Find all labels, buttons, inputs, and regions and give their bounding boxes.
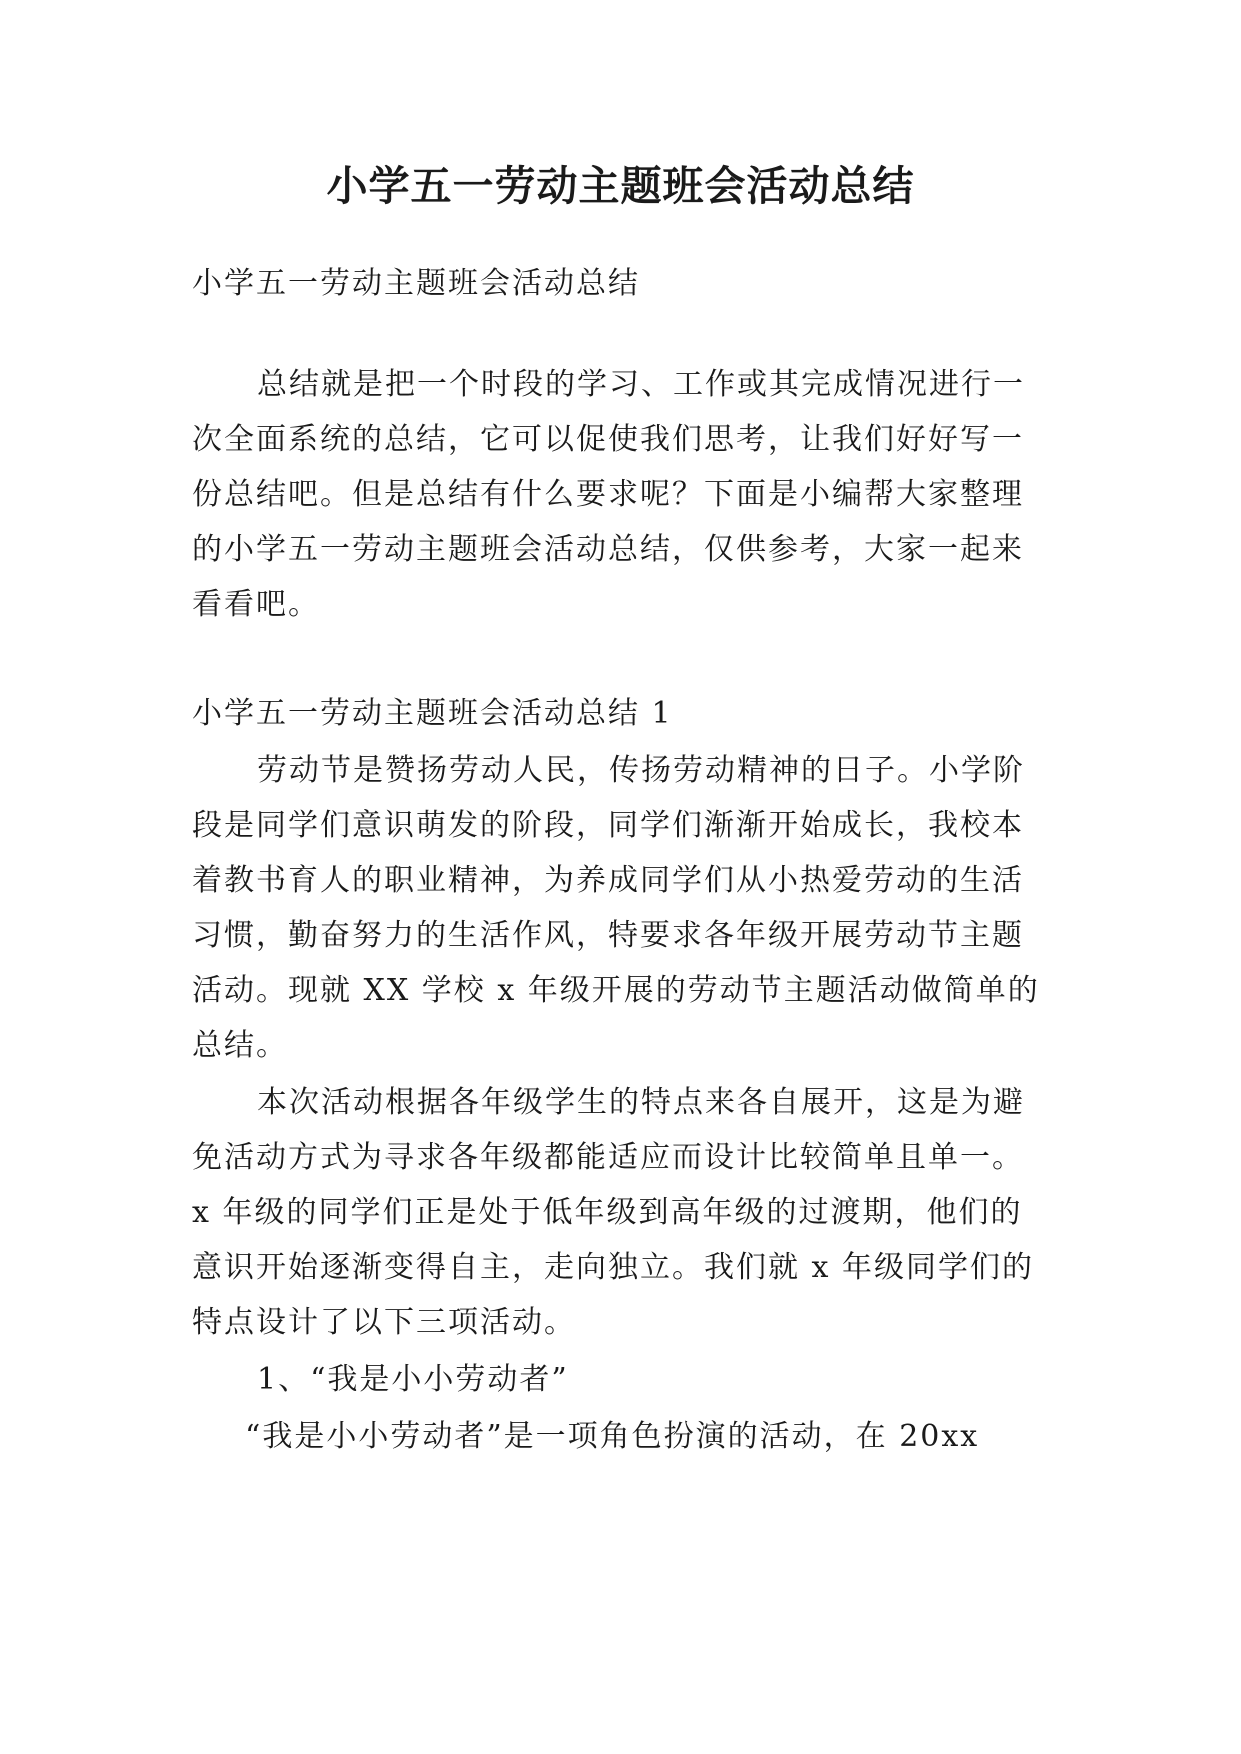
paragraph-line: 免活动方式为寻求各年级都能适应而设计比较简单且单一。 <box>192 1140 1024 1175</box>
paragraph-line: 本次活动根据各年级学生的特点来各自展开，这是为避 <box>257 1085 1025 1120</box>
document-title: 小学五一劳动主题班会活动总结 <box>326 162 915 210</box>
section-heading: 小学五一劳动主题班会活动总结 1 <box>192 696 673 731</box>
paragraph-line: 活动。现就 XX 学校 x 年级开展的劳动节主题活动做简单的 <box>192 973 1040 1008</box>
intro-line: 看看吧。 <box>192 587 320 622</box>
paragraph-line: 着教书育人的职业精神，为养成同学们从小热爱劳动的生活 <box>192 863 1024 898</box>
paragraph-line: 习惯，勤奋努力的生活作风，特要求各年级开展劳动节主题 <box>192 918 1024 953</box>
intro-line: 份总结吧。但是总结有什么要求呢？下面是小编帮大家整理 <box>192 477 1024 512</box>
intro-line: 总结就是把一个时段的学习、工作或其完成情况进行一 <box>257 367 1025 402</box>
paragraph-line: “我是小小劳动者”是一项角色扮演的活动，在 20xx <box>245 1419 980 1454</box>
paragraph-line: 劳动节是赞扬劳动人民，传扬劳动精神的日子。小学阶 <box>257 753 1025 788</box>
paragraph-line: 段是同学们意识萌发的阶段，同学们渐渐开始成长，我校本 <box>192 808 1024 843</box>
document-subtitle: 小学五一劳动主题班会活动总结 <box>192 266 640 301</box>
paragraph-line: 特点设计了以下三项活动。 <box>192 1305 576 1340</box>
paragraph-line: 意识开始逐渐变得自主，走向独立。我们就 x 年级同学们的 <box>192 1250 1034 1285</box>
paragraph-line: x 年级的同学们正是处于低年级到高年级的过渡期，他们的 <box>192 1195 1023 1230</box>
intro-line: 的小学五一劳动主题班会活动总结，仅供参考，大家一起来 <box>192 532 1024 567</box>
intro-line: 次全面系统的总结，它可以促使我们思考，让我们好好写一 <box>192 422 1024 457</box>
list-item-heading: 1、“我是小小劳动者” <box>257 1362 569 1397</box>
paragraph-line: 总结。 <box>192 1028 288 1063</box>
